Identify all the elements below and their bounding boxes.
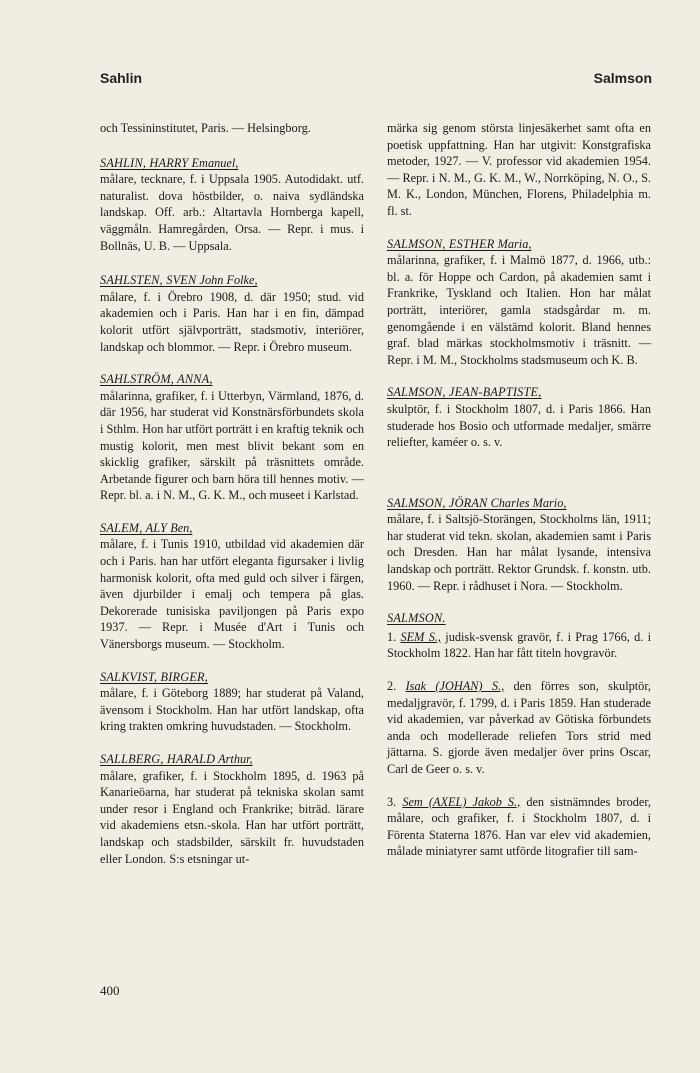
entry-text: skulptör, f. i Stockholm 1807, d. i Paris 1866. Han studerade hos Bosio och utformade medaljer, smärre reliefter, kaméer o. s. v. — [387, 401, 651, 450]
entry-sahlstrom — [100, 371, 364, 504]
entry-heading — [387, 384, 651, 401]
entry-surname: SALMSON, JÖRAN — [387, 495, 488, 510]
entry-salmson-joran — [387, 495, 651, 595]
running-head-right: Salmson — [593, 70, 652, 86]
entry-heading — [100, 751, 364, 768]
entry-sahlin — [100, 155, 364, 255]
sub-text: den sistnämndes broder, målare, och grafiker, f. i Stockholm 1807, d. i Förenta Staterna 1876. Han var elev vid akademien, målade miniatyrer samt utförde litografier till sam- — [387, 794, 651, 859]
left-column — [100, 120, 364, 878]
entry-surname: SALKVIST, BIRGER, — [100, 669, 209, 684]
entry-text: märka sig genom största linjesäkerhet samt ofta en poetisk uppfattning. Han har utgivit: Konstgrafiska metoder, 1927. — V. professor vid akademien 1954. — Repr. i N. M., G. K. M., W., Norrköping, N. O., S. M. K., London, München, Florens, Philadelphia m. fl. st. — [387, 121, 651, 218]
entry-surname: SALMSON, ESTHER — [387, 236, 495, 251]
entry-salmson-esther — [387, 236, 651, 369]
continued-text — [100, 120, 364, 137]
entry-text: målare, f. i Tunis 1910, utbildad vid akademien där och i Paris. han har utfört eleganta figursaker i livlig harmonisk kolorit, ofta med guld och silver i färgen, även djurbilder i emalj och tempera på glas. Dekorerade tunisiska paviljongen på Paris expo 1937. — Repr. i Musée d'Art i Tunis och Vänersborgs museum. — Stockholm. — [100, 537, 364, 652]
continued-text — [387, 120, 651, 220]
entry-heading — [100, 669, 364, 686]
sub-entry-2 — [387, 678, 651, 778]
sub-entry-3 — [387, 794, 651, 860]
entry-text: målare, grafiker, f. i Stockholm 1895, d. 1963 på Kanarieöarna, har studerat på tekniska skolan samt under resor i England och Frankrike; biträd. lärare vid akademiens etsn.-skola. Han har utfört porträtt, landskap och stadsbilder, särskilt fr. huvudstaden eller London. S:s etsningar ut- — [100, 768, 364, 866]
entry-sallberg — [100, 751, 364, 867]
entry-surname: SALEM, ALY — [100, 520, 168, 535]
page-number: 400 — [100, 983, 120, 998]
entry-heading — [387, 610, 651, 627]
entry-given: Maria, — [497, 236, 532, 251]
entry-heading — [100, 272, 364, 289]
entry-salkvist — [100, 669, 364, 735]
entry-text: och Tessininstitutet, Paris. — Helsingborg. — [100, 121, 311, 135]
entry-salem — [100, 520, 364, 653]
entry-given: Charles Mario, — [490, 495, 567, 510]
entry-salmson-jean-baptiste — [387, 384, 651, 450]
entry-given: John Folke, — [199, 273, 258, 288]
sub-number: 3. — [387, 794, 397, 809]
sub-text: den förres son, skulptör, medaljgravör, f. 1799, d. i Paris 1859. Han studerade vid akademien, var påverkad av Götiska förbundets anda och modellerade reliefen Tors strid med jättarna. S. gjorde även medaljer över prins Oscar, Carl de Geer o. s. v. — [387, 679, 652, 776]
entry-heading — [100, 371, 364, 388]
entry-sahlsten — [100, 272, 364, 355]
entry-surname: SAHLSTEN, SVEN — [100, 273, 197, 288]
entry-text: målarinna, grafiker, f. i Malmö 1877, d. 1966, utb.: bl. a. för Hoppe och Cardon, på akademien samt i Frankrike, Tyskland och Italien. Hon har målat porträtt, interiörer, gamla stadsgårdar m. m. genomgående i en välstämd kolorit. Bland hennes graf. blad märkas stockholmsmotiv i träsnitt. — Repr. i M. M., Stockholms stadsmuseum och K. B. — [387, 253, 651, 367]
entry-given: Arthur, — [218, 752, 253, 766]
entry-text — [387, 629, 651, 662]
entry-heading — [100, 155, 364, 172]
entry-heading — [100, 520, 364, 537]
entry-text — [387, 678, 651, 778]
entry-surname: SAHLSTRÖM, ANNA, — [100, 372, 213, 387]
entry-surname: SAHLIN, HARRY — [100, 155, 189, 170]
entry-text: målare, f. i Örebro 1908, d. där 1950; stud. vid akademien och i Paris. Han har i en fin, dämpad kolorit utfört självporträtt, stadsmotiv, interiörer, landskap och blommor. — Repr. i Örebro museum. — [100, 289, 364, 354]
entry-surname: SALLBERG, HARALD — [100, 752, 216, 766]
entry-surname: SALMSON, JEAN-BAPTISTE, — [387, 385, 542, 400]
running-head-left: Sahlin — [100, 70, 143, 86]
sub-name: SEM S., — [400, 629, 441, 644]
entry-salmson-family — [387, 610, 651, 627]
entry-given: Ben, — [170, 520, 193, 535]
entry-surname: SALMSON. — [387, 611, 446, 626]
sub-number: 2. — [387, 679, 397, 694]
entry-text: målarinna, grafiker, f. i Utterbyn, Värmland, 1876, d. där 1956, har studerat vid Konstnärsförbundets skola i Sthlm. Hon har utfört porträtt i en kraftig teknik och mustig kolorit, men mest blivit bekant som en skicklig grafiker, särskilt på träsnittets område. Arbetande figurer och barn höra till hennes motiv. — Repr. bl. a. i N. M., G. K. M., och museet i Karlstad. — [100, 388, 364, 503]
sub-name: Isak (JOHAN) S., — [405, 679, 505, 694]
entry-heading — [387, 495, 651, 512]
entry-text: målare, f. i Göteborg 1889; har studerat på Valand, ävensom i Stockholm. Han har utfört landskap, ofta kring trakten omkring huvudstaden. — Stockholm. — [100, 686, 364, 734]
sub-text: judisk-svensk gravör, f. i Prag 1766, d. i Stockholm 1822. Han har fått titeln hovgravör. — [387, 629, 651, 661]
sub-entry-1 — [387, 629, 651, 662]
entry-text: målare, f. i Saltsjö-Storängen, Stockholms län, 1911; har studerat vid tekn. skolan, akademien samt i Paris och Dresden. Han har målat lysande, intensiva landskap och porträtt. Rektor Grundsk. f. konstn. utb. 1960. — Repr. i rådhuset i Nora. — Stockholm. — [387, 512, 651, 593]
entry-text: målare, tecknare, f. i Uppsala 1905. Autodidakt. utf. naturalist. dova höstbilder, o. naiva sydländska landskap. Off. arb.: Altartavla Hornberga kapell, väggmåln. Hamregården, Orsa. — Repr. i mus. i Bollnäs, U. B. — Uppsala. — [100, 172, 364, 253]
entry-given: Emanuel, — [191, 155, 239, 170]
sub-number: 1. — [387, 629, 397, 644]
sub-name: Sem (AXEL) Jakob S., — [402, 794, 521, 809]
right-column — [387, 120, 651, 870]
entry-text — [387, 794, 651, 860]
entry-heading — [387, 236, 651, 253]
